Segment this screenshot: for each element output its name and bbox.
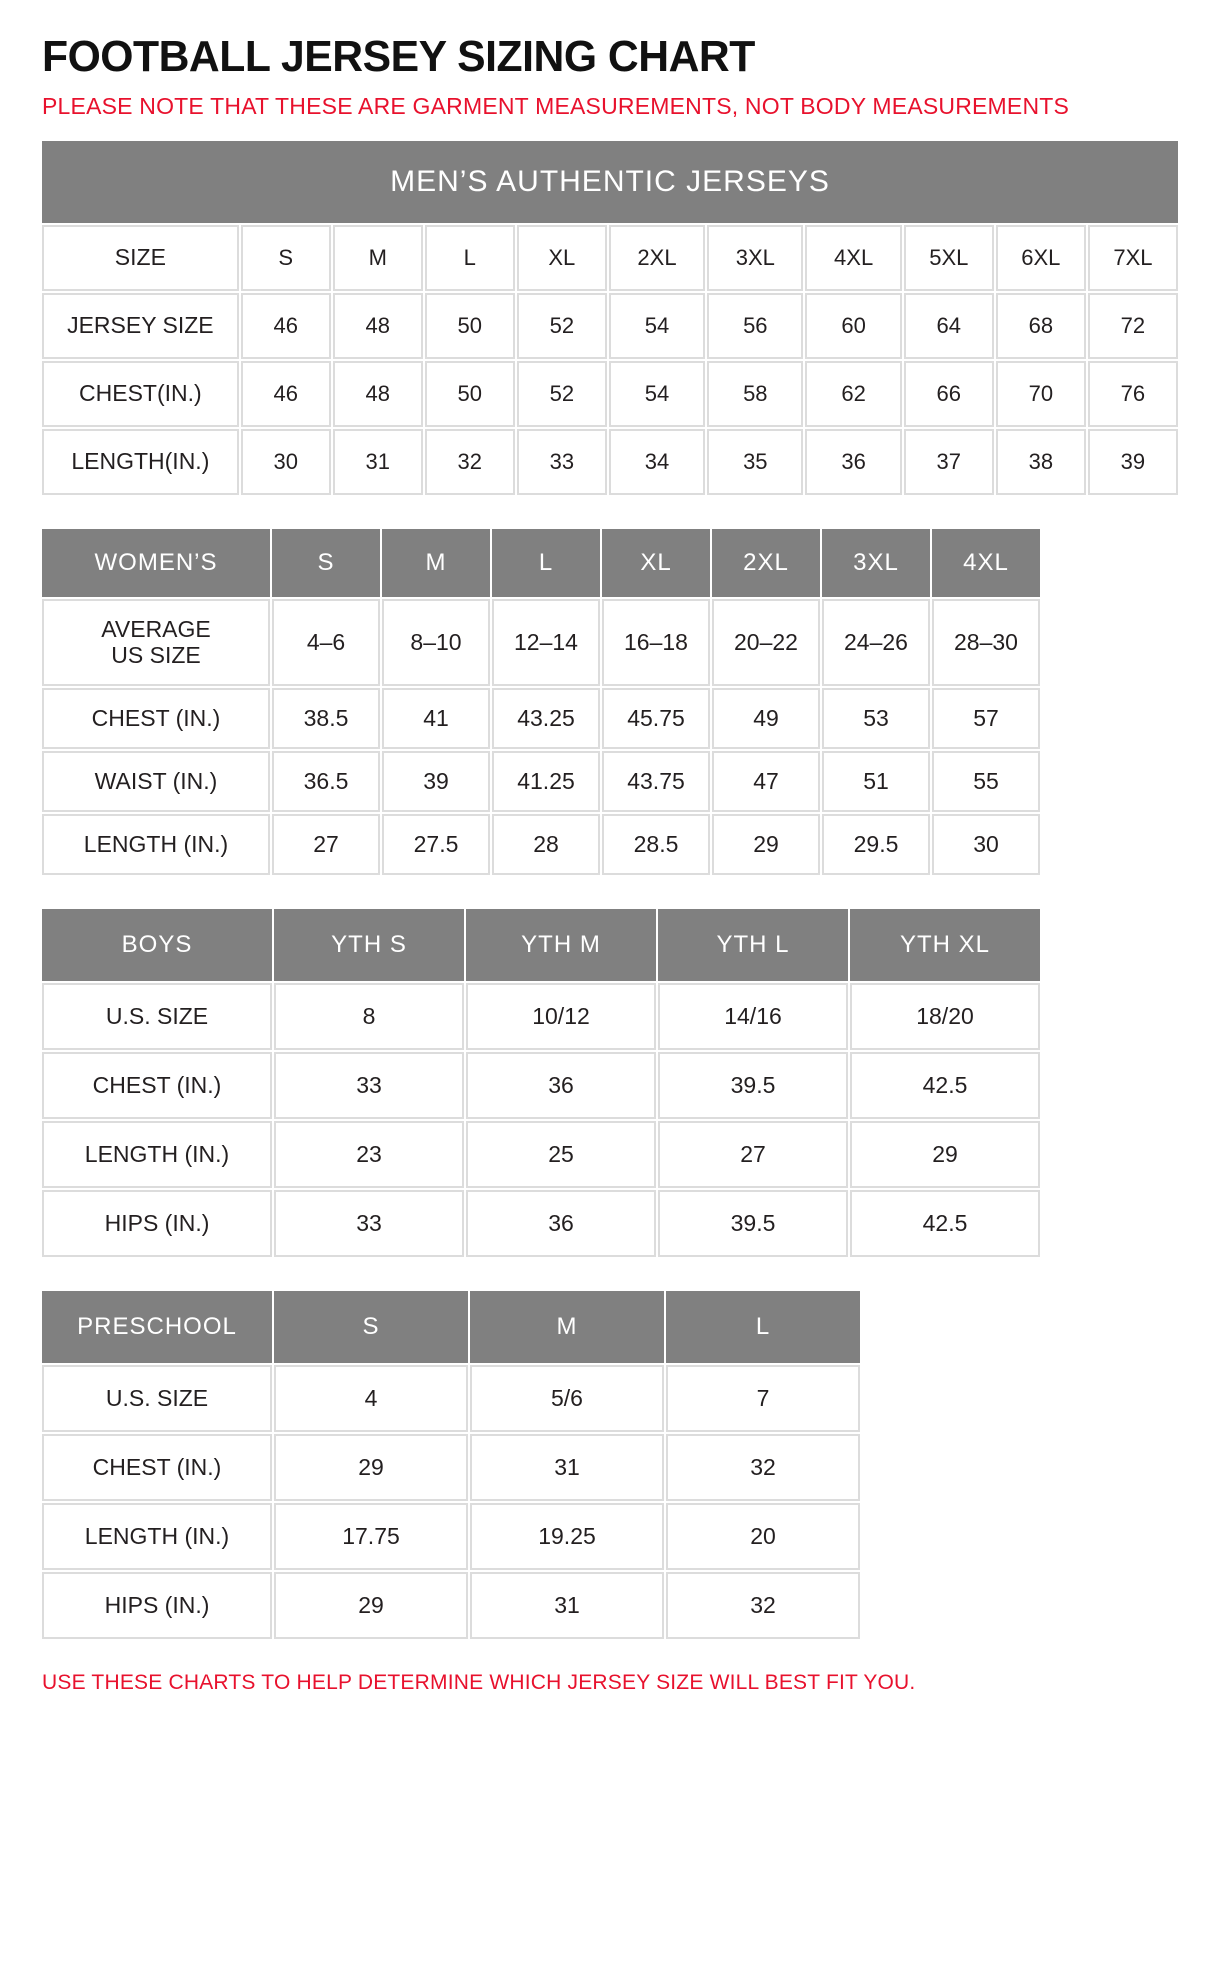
mens-banner: MEN’S AUTHENTIC JERSEYS xyxy=(41,140,1179,224)
cell: 62 xyxy=(804,360,902,428)
cell: 4–6 xyxy=(271,598,381,687)
preschool-header-label: PRESCHOOL xyxy=(41,1290,273,1364)
preschool-header-cell: S xyxy=(273,1290,469,1364)
cell: 32 xyxy=(665,1571,861,1640)
cell: 30 xyxy=(931,813,1041,876)
row-label-line1: AVERAGE xyxy=(101,615,211,642)
cell: 20 xyxy=(665,1502,861,1571)
cell: 31 xyxy=(332,428,424,496)
cell: 45.75 xyxy=(601,687,711,750)
cell: 34 xyxy=(608,428,706,496)
cell: 39.5 xyxy=(657,1051,849,1120)
cell: 42.5 xyxy=(849,1051,1041,1120)
cell: 51 xyxy=(821,750,931,813)
cell: 43.25 xyxy=(491,687,601,750)
row-label: U.S. SIZE xyxy=(41,1364,273,1433)
boys-header-cell: YTH XL xyxy=(849,908,1041,982)
cell: 38.5 xyxy=(271,687,381,750)
cell: 37 xyxy=(903,428,995,496)
row-label: CHEST (IN.) xyxy=(41,1051,273,1120)
cell: 42.5 xyxy=(849,1189,1041,1258)
cell: 58 xyxy=(706,360,804,428)
footer-note: USE THESE CHARTS TO HELP DETERMINE WHICH JERSEY SIZE WILL BEST FIT YOU. xyxy=(42,1670,916,1694)
cell: 50 xyxy=(424,292,516,360)
cell: 24–26 xyxy=(821,598,931,687)
cell: 27.5 xyxy=(381,813,491,876)
cell: 55 xyxy=(931,750,1041,813)
cell: 64 xyxy=(903,292,995,360)
preschool-header-cell: L xyxy=(665,1290,861,1364)
row-label: HIPS (IN.) xyxy=(41,1571,273,1640)
cell: 29 xyxy=(273,1433,469,1502)
cell: 38 xyxy=(995,428,1087,496)
womens-header-label: WOMEN’S xyxy=(41,528,271,598)
cell: 27 xyxy=(271,813,381,876)
cell: 3XL xyxy=(706,224,804,292)
row-label: LENGTH (IN.) xyxy=(41,813,271,876)
table-row xyxy=(41,687,1041,750)
cell: 54 xyxy=(608,360,706,428)
table-row xyxy=(41,813,1041,876)
cell: 60 xyxy=(804,292,902,360)
womens-sizing-table xyxy=(40,527,1042,877)
cell: 8 xyxy=(273,982,465,1051)
cell: 39 xyxy=(1087,428,1179,496)
table-row xyxy=(41,1502,861,1571)
row-label: U.S. SIZE xyxy=(41,982,273,1051)
cell: 56 xyxy=(706,292,804,360)
cell: 10/12 xyxy=(465,982,657,1051)
row-label: CHEST(IN.) xyxy=(41,360,240,428)
table-row xyxy=(41,224,1179,292)
cell: 48 xyxy=(332,360,424,428)
mens-authentic-jerseys-table xyxy=(40,139,1180,497)
preschool-header-cell: M xyxy=(469,1290,665,1364)
cell: 48 xyxy=(332,292,424,360)
cell: 33 xyxy=(516,428,608,496)
cell: 35 xyxy=(706,428,804,496)
cell: 20–22 xyxy=(711,598,821,687)
row-label: JERSEY SIZE xyxy=(41,292,240,360)
row-label: HIPS (IN.) xyxy=(41,1189,273,1258)
cell: 29 xyxy=(711,813,821,876)
cell: 8–10 xyxy=(381,598,491,687)
row-label xyxy=(41,598,271,687)
boys-sizing-table xyxy=(40,907,1042,1259)
cell: 36 xyxy=(804,428,902,496)
cell: 23 xyxy=(273,1120,465,1189)
cell: 32 xyxy=(665,1433,861,1502)
table-row xyxy=(41,1433,861,1502)
cell: 43.75 xyxy=(601,750,711,813)
cell: 52 xyxy=(516,360,608,428)
womens-header-cell: S xyxy=(271,528,381,598)
cell: 28 xyxy=(491,813,601,876)
row-label: LENGTH (IN.) xyxy=(41,1120,273,1189)
womens-header-cell: 2XL xyxy=(711,528,821,598)
preschool-sizing-table xyxy=(40,1289,862,1641)
row-label: CHEST (IN.) xyxy=(41,1433,273,1502)
cell: 7XL xyxy=(1087,224,1179,292)
cell: 66 xyxy=(903,360,995,428)
cell: 76 xyxy=(1087,360,1179,428)
cell: 53 xyxy=(821,687,931,750)
cell: 54 xyxy=(608,292,706,360)
page-title: FOOTBALL JERSEY SIZING CHART xyxy=(42,32,755,81)
cell: 70 xyxy=(995,360,1087,428)
cell: 12–14 xyxy=(491,598,601,687)
cell: L xyxy=(424,224,516,292)
cell: 5XL xyxy=(903,224,995,292)
cell: 68 xyxy=(995,292,1087,360)
cell: 19.25 xyxy=(469,1502,665,1571)
table-row xyxy=(41,1189,1041,1258)
boys-header-label: BOYS xyxy=(41,908,273,982)
table-header-row xyxy=(41,1290,861,1364)
cell: 32 xyxy=(424,428,516,496)
cell: 5/6 xyxy=(469,1364,665,1433)
cell: 36 xyxy=(465,1051,657,1120)
row-label: CHEST (IN.) xyxy=(41,687,271,750)
table-row xyxy=(41,982,1041,1051)
cell: 14/16 xyxy=(657,982,849,1051)
womens-header-cell: 3XL xyxy=(821,528,931,598)
table-row xyxy=(41,750,1041,813)
cell: 16–18 xyxy=(601,598,711,687)
table-row xyxy=(41,1364,861,1433)
cell: 28–30 xyxy=(931,598,1041,687)
cell: 57 xyxy=(931,687,1041,750)
table-row xyxy=(41,598,1041,687)
cell: 72 xyxy=(1087,292,1179,360)
cell: 7 xyxy=(665,1364,861,1433)
womens-header-cell: 4XL xyxy=(931,528,1041,598)
row-label: WAIST (IN.) xyxy=(41,750,271,813)
table-row xyxy=(41,1051,1041,1120)
table-row xyxy=(41,1571,861,1640)
cell: 17.75 xyxy=(273,1502,469,1571)
row-label: LENGTH (IN.) xyxy=(41,1502,273,1571)
cell: 28.5 xyxy=(601,813,711,876)
row-label: SIZE xyxy=(41,224,240,292)
table-header-row xyxy=(41,140,1179,224)
cell: 29 xyxy=(849,1120,1041,1189)
cell: 52 xyxy=(516,292,608,360)
cell: M xyxy=(332,224,424,292)
cell: 46 xyxy=(240,292,332,360)
womens-header-cell: XL xyxy=(601,528,711,598)
cell: 4XL xyxy=(804,224,902,292)
cell: 46 xyxy=(240,360,332,428)
cell: 41.25 xyxy=(491,750,601,813)
cell: 27 xyxy=(657,1120,849,1189)
cell: 36.5 xyxy=(271,750,381,813)
row-label: LENGTH(IN.) xyxy=(41,428,240,496)
cell: 31 xyxy=(469,1433,665,1502)
cell: 39.5 xyxy=(657,1189,849,1258)
womens-header-cell: L xyxy=(491,528,601,598)
table-header-row xyxy=(41,528,1041,598)
cell: 30 xyxy=(240,428,332,496)
cell: XL xyxy=(516,224,608,292)
cell: 25 xyxy=(465,1120,657,1189)
cell: 29.5 xyxy=(821,813,931,876)
cell: 50 xyxy=(424,360,516,428)
boys-header-cell: YTH S xyxy=(273,908,465,982)
cell: 33 xyxy=(273,1051,465,1120)
womens-header-cell: M xyxy=(381,528,491,598)
boys-header-cell: YTH M xyxy=(465,908,657,982)
table-row xyxy=(41,428,1179,496)
cell: 47 xyxy=(711,750,821,813)
cell: 39 xyxy=(381,750,491,813)
cell: 18/20 xyxy=(849,982,1041,1051)
table-row xyxy=(41,1120,1041,1189)
cell: 36 xyxy=(465,1189,657,1258)
cell: 41 xyxy=(381,687,491,750)
cell: 2XL xyxy=(608,224,706,292)
row-label-line2: US SIZE xyxy=(111,642,201,669)
table-row xyxy=(41,360,1179,428)
table-header-row xyxy=(41,908,1041,982)
cell: 29 xyxy=(273,1571,469,1640)
cell: 31 xyxy=(469,1571,665,1640)
cell: 6XL xyxy=(995,224,1087,292)
boys-header-cell: YTH L xyxy=(657,908,849,982)
cell: 4 xyxy=(273,1364,469,1433)
cell: 49 xyxy=(711,687,821,750)
cell: S xyxy=(240,224,332,292)
cell: 33 xyxy=(273,1189,465,1258)
table-row xyxy=(41,292,1179,360)
page-subtitle: PLEASE NOTE THAT THESE ARE GARMENT MEASUREMENTS, NOT BODY MEASUREMENTS xyxy=(42,93,1070,119)
